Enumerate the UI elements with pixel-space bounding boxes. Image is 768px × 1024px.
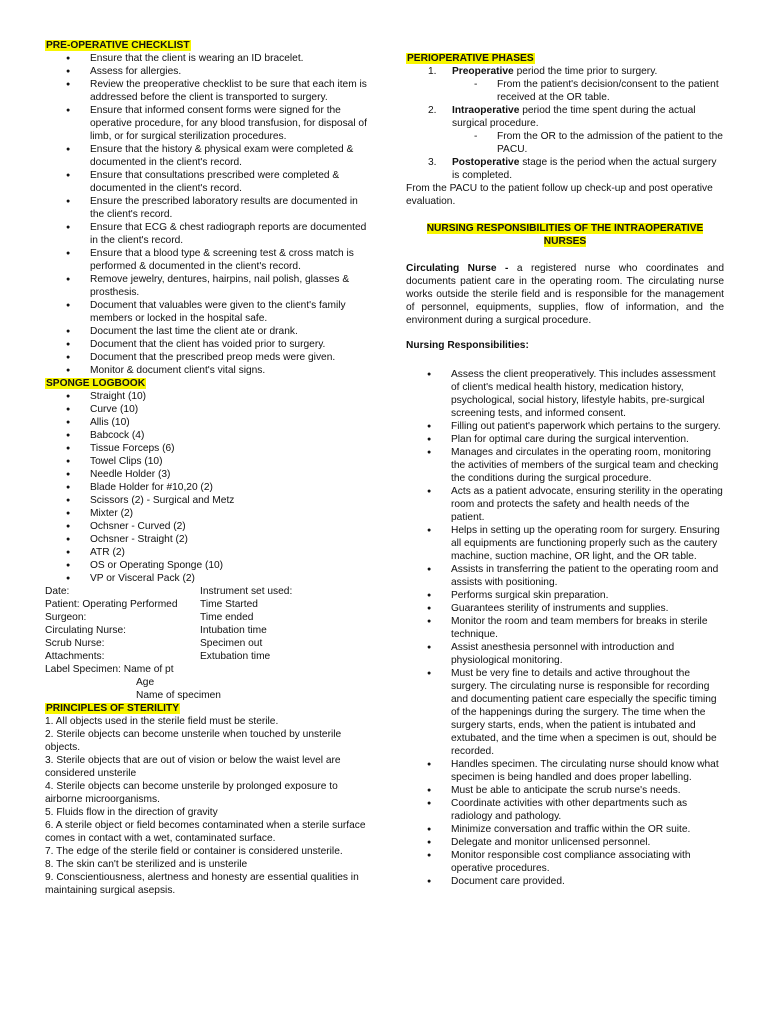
preop-item: ● Remove jewelry, dentures, hairpins, nail polish, glasses & prosthesis. xyxy=(45,273,367,299)
phase-term: Postoperative xyxy=(452,157,520,168)
sponge-item: ● Curve (10) xyxy=(45,403,367,416)
phase-number: 2. xyxy=(428,105,437,116)
phase-number: 1. xyxy=(428,66,437,77)
phase-subitem xyxy=(406,130,724,156)
responsibility-item: ● Acts as a patient advocate, ensuring sterility in the operating room and protects the safety and health needs of the patient. xyxy=(406,485,724,524)
responsibilities-list xyxy=(406,368,724,888)
sponge-item: ● Blade Holder for #10,20 (2) xyxy=(45,481,367,494)
sterility-item: 4. Sterile objects can become unsterile by prolonged exposure to airborne microorganisms. xyxy=(45,781,338,805)
preop-item: ● Ensure that the history & physical exam were completed & documented in the client's record. xyxy=(45,143,367,169)
responsibility-item: ● Document care provided. xyxy=(406,875,724,888)
responsibility-item: ● Assists in transferring the patient to the operating room and assists with positioning. xyxy=(406,563,724,589)
form-row xyxy=(45,611,367,624)
phase-item xyxy=(406,65,724,78)
sterility-item: 5. Fluids flow in the direction of gravity xyxy=(45,807,218,818)
sponge-heading: SPONGE LOGBOOK xyxy=(46,378,146,389)
phase-item xyxy=(406,104,724,130)
sponge-item: ● Needle Holder (3) xyxy=(45,468,367,481)
preop-item: ● Assess for allergies. xyxy=(45,65,367,78)
preop-item: ● Ensure that ECG & chest radiograph reports are documented in the client's record. xyxy=(45,221,367,247)
preop-item: ● Ensure that a blood type & screening test & cross match is performed & documented in the client's record. xyxy=(45,247,367,273)
sterility-heading: PRINCIPLES OF STERILITY xyxy=(46,703,180,714)
sterility-item: 2. Sterile objects can become unsterile when touched by unsterile objects. xyxy=(45,729,342,753)
preop-item: ● Document the last time the client ate or drank. xyxy=(45,325,367,338)
label-age: Age xyxy=(136,677,155,688)
form-left: Patient: Operating Performed xyxy=(45,599,178,610)
phases-after: From the PACU to the patient follow up check-up and post operative evaluation. xyxy=(406,183,713,207)
preop-heading: PRE-OPERATIVE CHECKLIST xyxy=(46,40,190,51)
sterility-item: 8. The skin can't be sterilized and is unsterile xyxy=(45,859,248,870)
sponge-item: ● Mixter (2) xyxy=(45,507,367,520)
sterility-item: 7. The edge of the sterile field or container is considered unsterile. xyxy=(45,846,343,857)
form-row xyxy=(45,650,367,663)
left-column xyxy=(45,39,367,897)
responsibility-item: ● Plan for optimal care during the surgical intervention. xyxy=(406,433,724,446)
sponge-item: ● Straight (10) xyxy=(45,390,367,403)
phase-text: period the time spent during the actual surgical procedure. xyxy=(452,105,696,129)
responsibility-item: ● Must be very fine to details and active throughout the surgery. The circulating nurse is responsible for recording and documenting patient care especially the specific timing of the happenings during the surgery. The time when the surgery starts, ends, when the patient is intubated and extubated, and the time when a specimen is out, should be recorded. xyxy=(406,667,724,758)
form-right: Intubation time xyxy=(200,625,267,636)
phase-text: stage is the period when the actual surgery is completed. xyxy=(452,157,717,181)
form-row xyxy=(45,598,367,611)
responsibility-item: ● Must be able to anticipate the scrub nurse's needs. xyxy=(406,784,724,797)
sponge-item: ● Scissors (2) - Surgical and Metz xyxy=(45,494,367,507)
form-left: Circulating Nurse: xyxy=(45,625,126,636)
responsibility-item: ● Coordinate activities with other departments such as radiology and pathology. xyxy=(406,797,724,823)
responsibility-item: ● Minimize conversation and traffic within the OR suite. xyxy=(406,823,724,836)
preop-item: ● Document that valuables were given to the client's family members or locked in the hospital safe. xyxy=(45,299,367,325)
circulating-nurse-definition: Circulating Nurse - a registered nurse who coordinates and documents patient care in the operating room. The circulating nurse works outside the sterile field and is responsible for the management of personnel, equipments, supplies, flow of information, and the environment during a surgical procedure. xyxy=(406,263,724,326)
phase-text: period the time prior to surgery. xyxy=(513,66,658,77)
sponge-item: ● Tissue Forceps (6) xyxy=(45,442,367,455)
sterility-item: 9. Conscientiousness, alertness and honesty are essential qualities in maintaining surgical asepsis. xyxy=(45,872,359,896)
phase-number: 3. xyxy=(428,157,437,168)
responsibility-item: ● Handles specimen. The circulating nurse should know what specimen is being handled and does proper labelling. xyxy=(406,758,724,784)
sterility-principles xyxy=(45,715,367,897)
right-column xyxy=(406,52,724,888)
responsibility-item: ● Manages and circulates in the operating room, monitoring the activities of members of the surgical team and checking the conditions during the surgical procedure. xyxy=(406,446,724,485)
preop-item: ● Ensure that the client is wearing an ID bracelet. xyxy=(45,52,367,65)
responsibility-item: ● Assist anesthesia personnel with introduction and physiological monitoring. xyxy=(406,641,724,667)
preop-item: ● Ensure that informed consent forms were signed for the operative procedure, for any blood transfusion, for disposal of limb, or for surgical sterilization procedures. xyxy=(45,104,367,143)
preop-item: ● Review the preoperative checklist to be sure that each item is addressed before the client is transported to surgery. xyxy=(45,78,367,104)
sponge-item: ● ATR (2) xyxy=(45,546,367,559)
form-right: Extubation time xyxy=(200,651,271,662)
phase-subtext: From the patient's decision/consent to the patient received at the OR table. xyxy=(497,79,719,103)
form-left: Surgeon: xyxy=(45,612,87,623)
sponge-logbook-list xyxy=(45,390,367,585)
sponge-item: ● Allis (10) xyxy=(45,416,367,429)
form-left: Date: xyxy=(45,586,70,597)
responsibility-item: ● Helps in setting up the operating room for surgery. Ensuring all equipments are functioning properly such as the cautery machine, suction machine, OR light, and the OR table. xyxy=(406,524,724,563)
preop-checklist xyxy=(45,52,367,377)
intraop-heading: NURSING RESPONSIBILITIES OF THE INTRAOPERATIVE NURSES xyxy=(426,223,704,247)
responsibility-item: ● Filling out patient's paperwork which pertains to the surgery. xyxy=(406,420,724,433)
phase-term: Preoperative xyxy=(452,66,514,77)
form-left: Scrub Nurse: xyxy=(45,638,105,649)
label-specimen: Label Specimen: Name of pt xyxy=(45,664,174,675)
form-right: Time ended xyxy=(200,612,254,623)
form-row xyxy=(45,637,367,650)
dash-marker: - xyxy=(474,131,478,142)
phases-list xyxy=(406,65,724,182)
dash-marker: - xyxy=(474,79,478,90)
form-right: Specimen out xyxy=(200,638,263,649)
instrument-form xyxy=(45,585,367,663)
preop-item: ● Ensure the prescribed laboratory results are documented in the client's record. xyxy=(45,195,367,221)
preop-item: ● Document that the prescribed preop meds were given. xyxy=(45,351,367,364)
responsibility-item: ● Monitor responsible cost compliance associating with operative procedures. xyxy=(406,849,724,875)
preop-item: ● Document that the client has voided prior to surgery. xyxy=(45,338,367,351)
phase-term: Intraoperative xyxy=(452,105,520,116)
label-specimen-name: Name of specimen xyxy=(136,690,221,701)
responsibility-item: ● Performs surgical skin preparation. xyxy=(406,589,724,602)
phase-item xyxy=(406,156,724,182)
preop-item: ● Monitor & document client's vital signs. xyxy=(45,364,367,377)
responsibility-item: ● Delegate and monitor unlicensed personnel. xyxy=(406,836,724,849)
sponge-item: ● VP or Visceral Pack (2) xyxy=(45,572,367,585)
form-row xyxy=(45,624,367,637)
preop-item: ● Ensure that consultations prescribed were completed & documented in the client's record. xyxy=(45,169,367,195)
form-left: Attachments: xyxy=(45,651,105,662)
responsibility-item: ● Monitor the room and team members for breaks in sterile technique. xyxy=(406,615,724,641)
phases-heading: PERIOPERATIVE PHASES xyxy=(407,53,534,64)
form-row xyxy=(45,585,367,598)
phase-subitem xyxy=(406,78,724,104)
circulating-nurse-term: Circulating Nurse - xyxy=(406,263,509,274)
sterility-item: 1. All objects used in the sterile field must be sterile. xyxy=(45,716,279,727)
sponge-item: ● OS or Operating Sponge (10) xyxy=(45,559,367,572)
sponge-item: ● Ochsner - Curved (2) xyxy=(45,520,367,533)
phase-subtext: From the OR to the admission of the patient to the PACU. xyxy=(497,131,723,155)
sponge-item: ● Babcock (4) xyxy=(45,429,367,442)
responsibility-item: ● Assess the client preoperatively. This includes assessment of client's medical health history, medication history, psychological, social history, lifestyle habits, pre-surgical screening tests, and informed consent. xyxy=(406,368,724,420)
form-right: Time Started xyxy=(200,599,258,610)
responsibility-item: ● Guarantees sterility of instruments and supplies. xyxy=(406,602,724,615)
sponge-item: ● Towel Clips (10) xyxy=(45,455,367,468)
sponge-item: ● Ochsner - Straight (2) xyxy=(45,533,367,546)
sterility-item: 6. A sterile object or field becomes contaminated when a sterile surface comes in contact with a wet, contaminated surface. xyxy=(45,820,366,844)
responsibilities-title: Nursing Responsibilities: xyxy=(406,340,529,351)
form-right: Instrument set used: xyxy=(200,586,293,597)
sterility-item: 3. Sterile objects that are out of vision or below the waist level are considered unsterile xyxy=(45,755,341,779)
